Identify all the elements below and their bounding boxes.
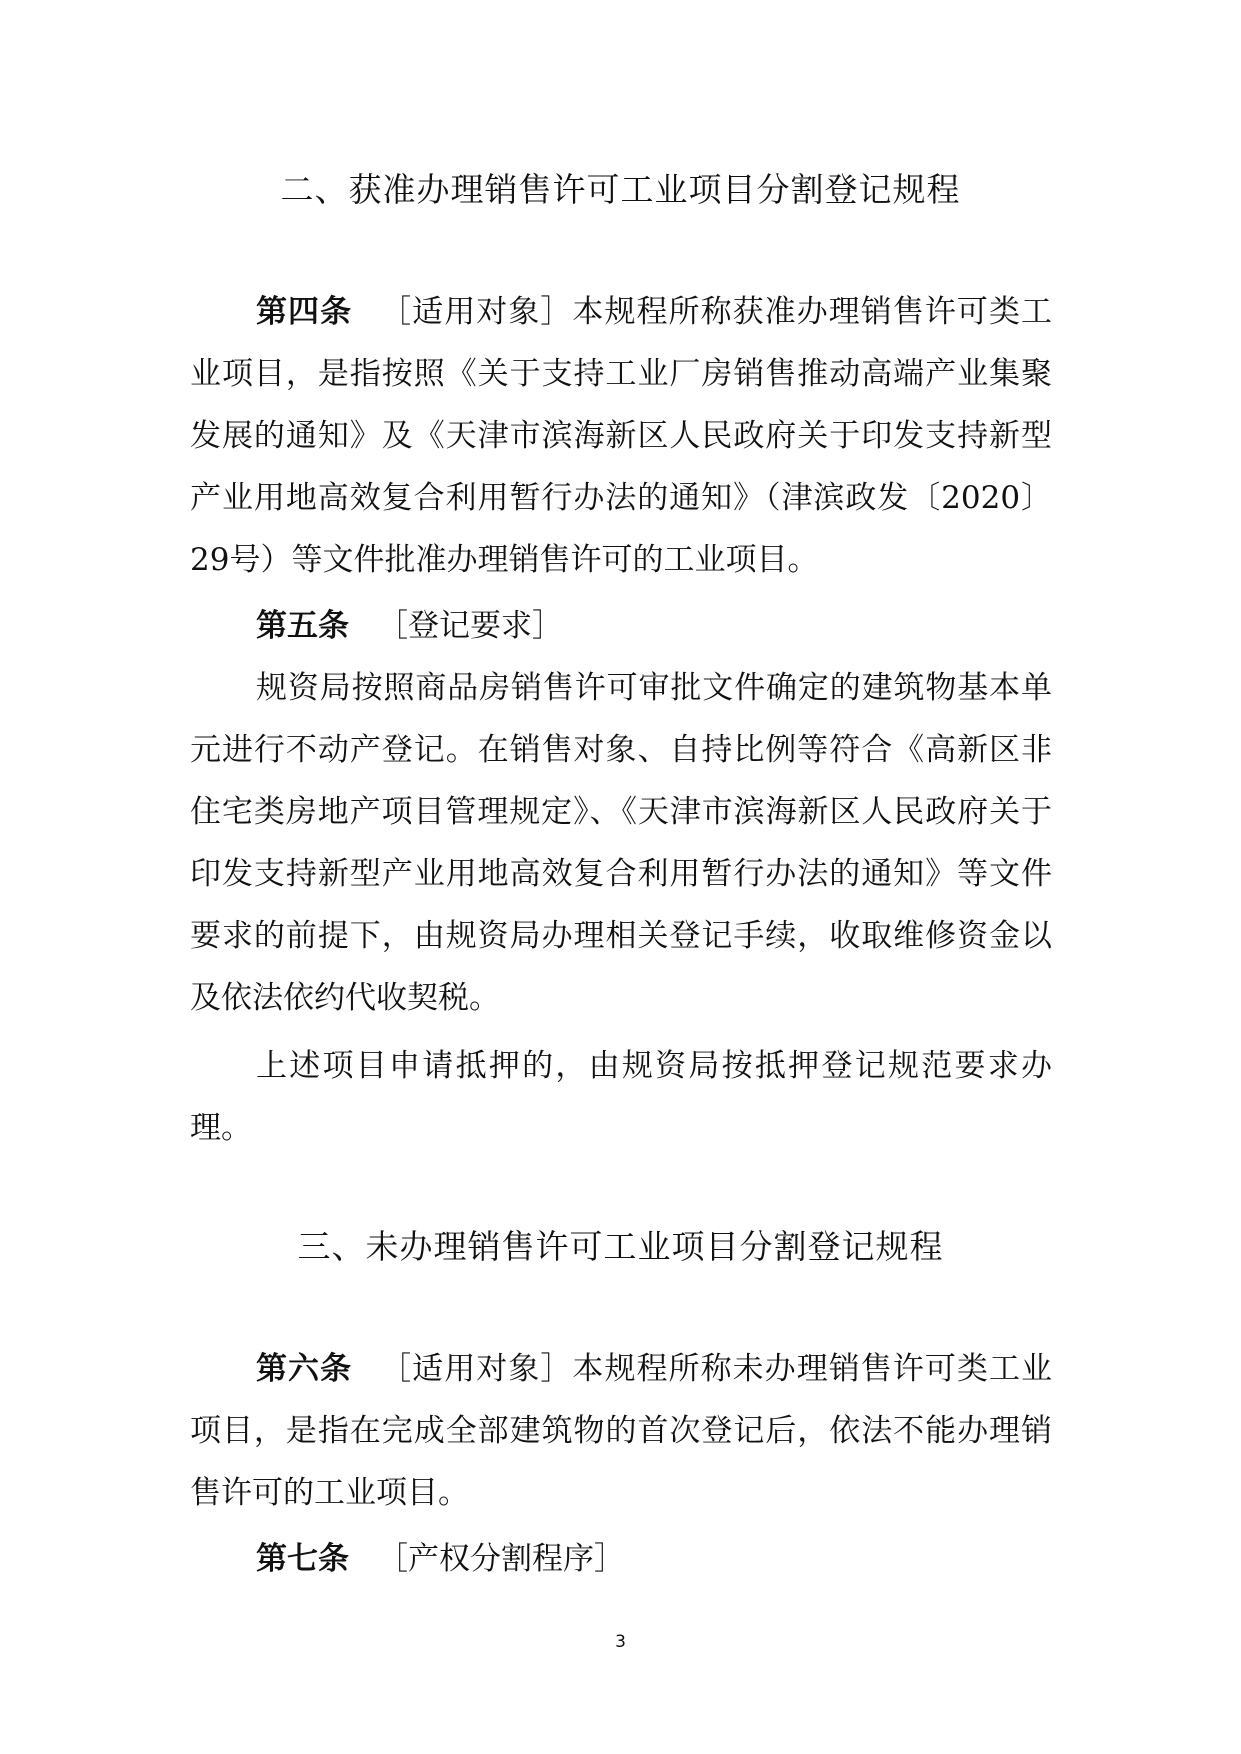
- article-5-paragraph-1: 规资局按照商品房销售许可审批文件确定的建筑物基本单元进行不动产登记。在销售对象、自持比例等符合《高新区非住宅类房地产项目管理规定》、《天津市滨海新区人民政府关于印发支持新型产业用地高效复合利用暂行办法的通知》等文件要求的前提下，由规资局办理相关登记手续，收取维修资金以及依法依约代收契税。: [190, 670, 1052, 1016]
- article-6: [190, 1338, 1052, 1524]
- article-5: [190, 595, 1052, 657]
- article-4-text: ［适用对象］本规程所称获准办理销售许可类工业项目，是指按照《关于支持工业厂房销售推动高端产业集聚发展的通知》及《天津市滨海新区人民政府关于印发支持新型产业用地高效复合利用暂行办法的通知》（津滨政发〔2020〕29号）等文件批准办理销售许可的工业项目。: [190, 294, 1053, 578]
- article-6-label: 第六条: [256, 1351, 353, 1387]
- article-6-text: ［适用对象］本规程所称未办理销售许可类工业项目，是指在完成全部建筑物的首次登记后，依法不能办理销售许可的工业项目。: [190, 1351, 1053, 1511]
- article-5-text: ［登记要求］: [377, 608, 563, 644]
- article-5-label: 第五条: [256, 608, 349, 644]
- article-7-text: ［产权分割程序］: [377, 1541, 625, 1577]
- section-heading-3: 三、未办理销售许可工业项目分割登记规程: [297, 1227, 944, 1266]
- article-4: [190, 281, 1052, 591]
- section-heading-2: 二、获准办理销售许可工业项目分割登记规程: [280, 170, 961, 209]
- article-4-label: 第四条: [256, 294, 353, 330]
- page-number: 3: [615, 1632, 626, 1652]
- article-7: [190, 1528, 1052, 1590]
- article-5-paragraph-2: 上述项目申请抵押的，由规资局按抵押登记规范要求办理。: [190, 1048, 1052, 1146]
- article-7-label: 第七条: [256, 1541, 349, 1577]
